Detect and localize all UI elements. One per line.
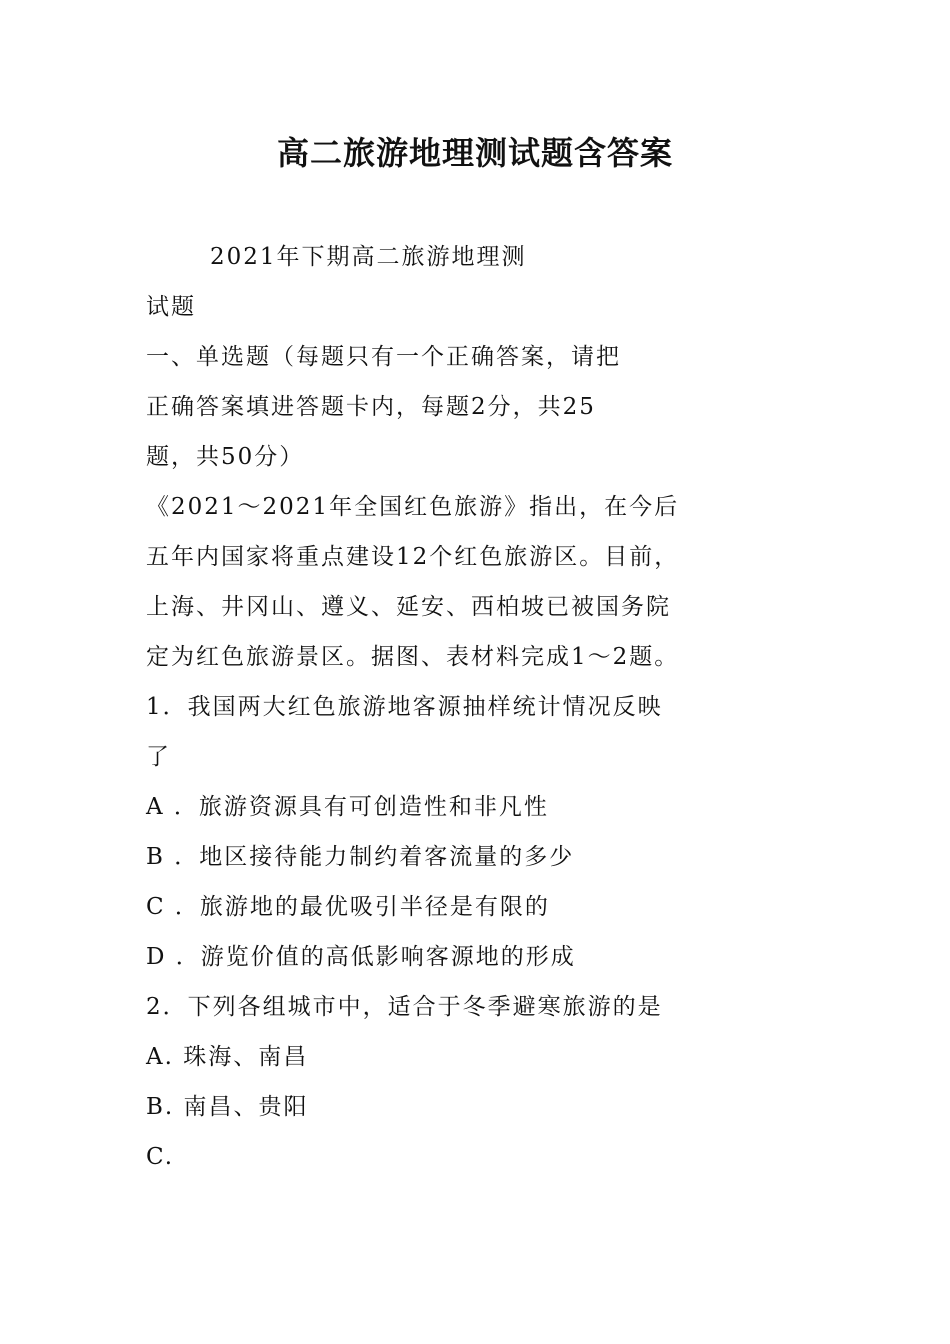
section-heading-line-3: 题，共50分）: [146, 444, 305, 470]
material-line-3: 上海、井冈山、遵义、延安、西柏坡已被国务院: [146, 594, 671, 620]
question-2-option-a: A. 珠海、南昌: [146, 1044, 309, 1070]
question-2-option-c: C.: [146, 1144, 175, 1170]
subtitle-line-2: 试题: [146, 294, 196, 320]
question-2-option-b: B. 南昌、贵阳: [146, 1094, 309, 1120]
material-line-4: 定为红色旅游景区。据图、表材料完成1～2题。: [146, 644, 680, 670]
section-heading-line-1: 一、单选题（每题只有一个正确答案，请把: [146, 344, 621, 370]
question-1-option-d: D ．游览价值的高低影响客源地的形成: [146, 944, 576, 970]
material-line-1: 《2021～2021年全国红色旅游》指出，在今后: [146, 494, 680, 520]
question-1-option-a: A ．旅游资源具有可创造性和非凡性: [146, 794, 549, 820]
question-1-stem-line-1: 1．我国两大红色旅游地客源抽样统计情况反映: [146, 694, 663, 720]
subtitle-line-1: 2021年下期高二旅游地理测: [210, 244, 527, 270]
document-body: [146, 232, 766, 1182]
question-2-stem: 2．下列各组城市中，适合于冬季避寒旅游的是: [146, 994, 663, 1020]
question-1-option-b: B ．地区接待能力制约着客流量的多少: [146, 844, 575, 870]
question-1-stem-line-2: 了: [146, 744, 171, 770]
material-line-2: 五年内国家将重点建设12个红色旅游区。目前，: [146, 544, 680, 570]
document-title: 高二旅游地理测试题含答案: [276, 134, 673, 172]
section-heading-line-2: 正确答案填进答题卡内，每题2分，共25: [146, 394, 596, 420]
question-1-option-c: C ．旅游地的最优吸引半径是有限的: [146, 894, 550, 920]
